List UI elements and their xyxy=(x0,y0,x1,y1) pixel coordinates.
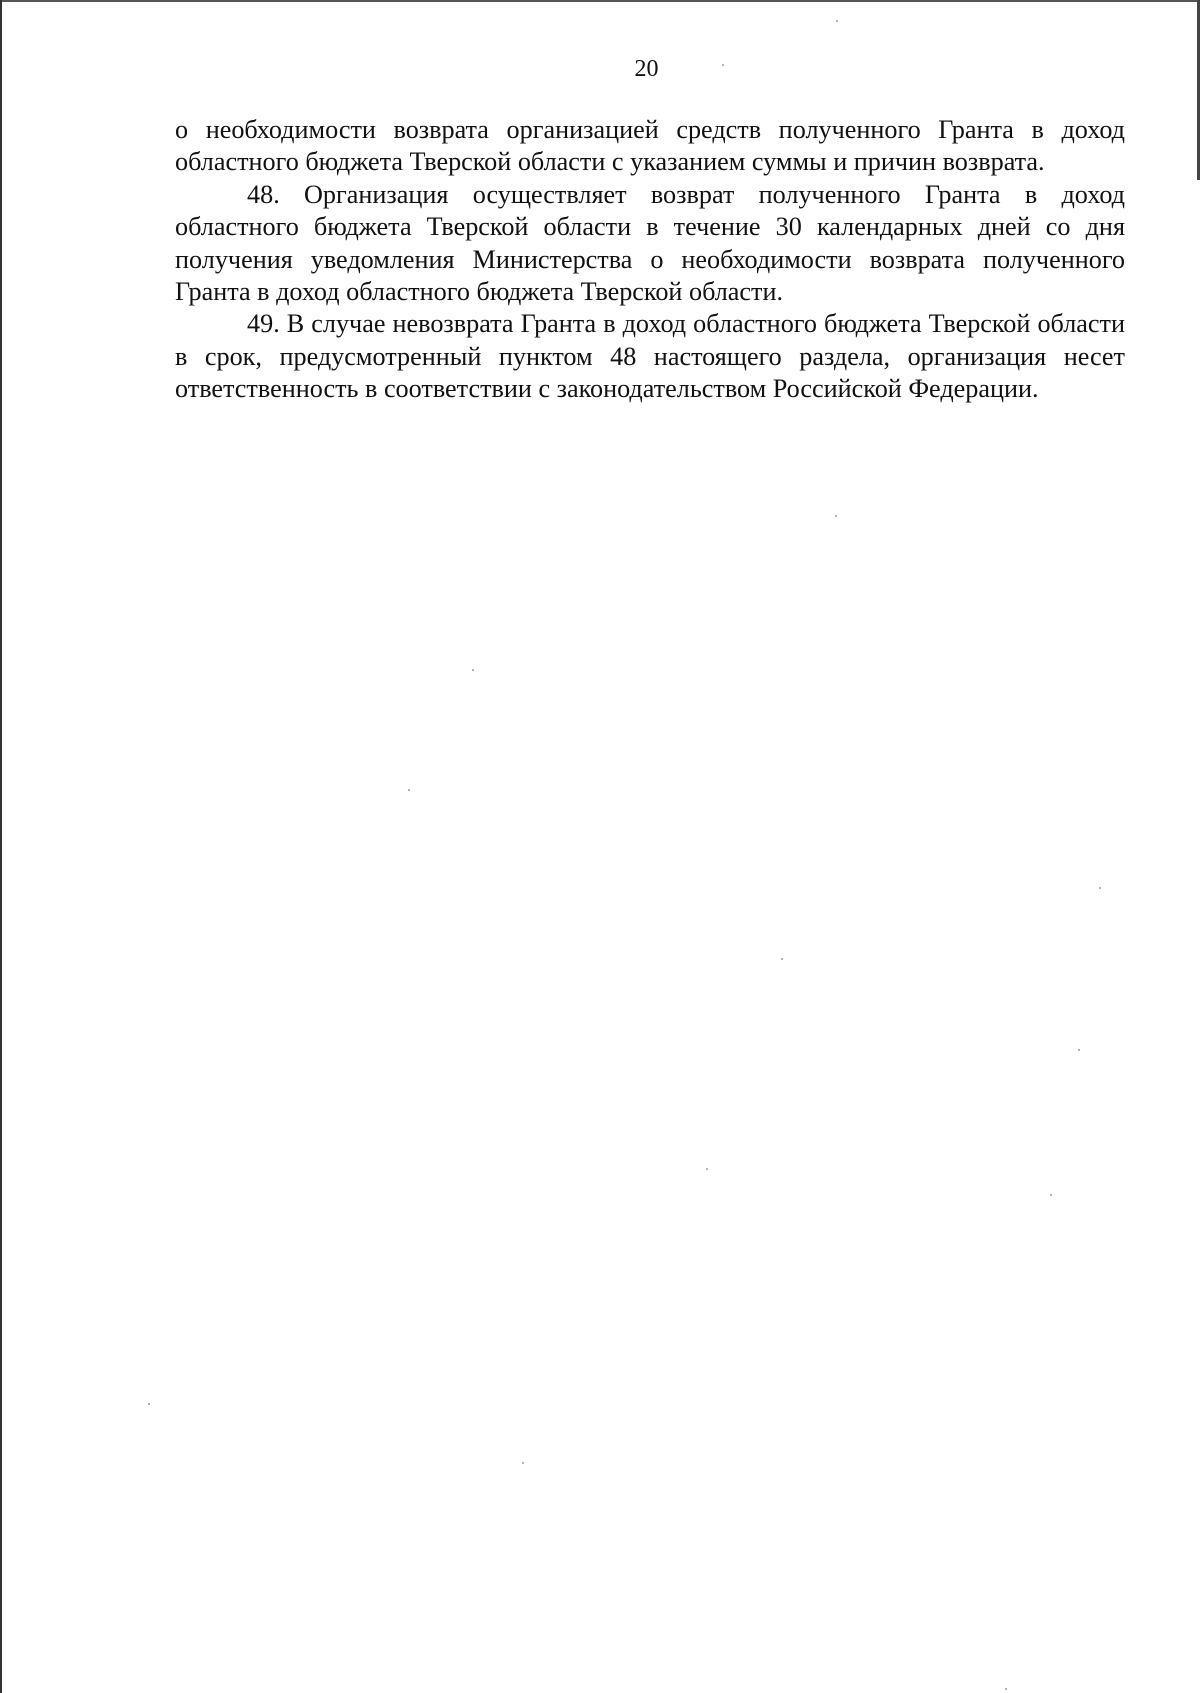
scan-speck xyxy=(1078,1049,1080,1051)
scan-speck xyxy=(836,20,838,22)
page-number: 20 xyxy=(634,56,659,82)
scan-speck xyxy=(472,669,474,671)
scan-speck xyxy=(408,789,410,791)
document-body xyxy=(175,114,1125,406)
scan-speck xyxy=(781,958,783,960)
scan-speck xyxy=(835,515,837,517)
scan-speck xyxy=(1099,887,1101,889)
scan-speck xyxy=(706,1168,708,1170)
scan-edge-top xyxy=(0,0,1200,2)
paragraph-48: 48. Организация осуществляет возврат полученного Гранта в доход областного бюджета Тверской области в течение 30 календарных дней со дня получения уведомления Министерства о необходимости возврата полученного Гранта в доход областного бюджета Тверской области. xyxy=(175,179,1125,307)
paragraph-continuation: о необходимости возврата организацией средств полученного Гранта в доход областного бюджета Тверской области с указанием суммы и причин возврата. xyxy=(175,115,1125,177)
scan-speck xyxy=(148,1403,150,1405)
scan-speck xyxy=(1050,1194,1052,1196)
scan-speck xyxy=(722,64,724,66)
scan-speck xyxy=(1005,1688,1007,1690)
paragraph-49: 49. В случае невозврата Гранта в доход областного бюджета Тверской области в срок, предусмотренный пунктом 48 настоящего раздела, организация несет ответственность в соответствии с законодательством Российской Федерации. xyxy=(175,309,1125,404)
scan-edge-left xyxy=(0,0,2,1693)
scan-speck xyxy=(522,1462,524,1464)
